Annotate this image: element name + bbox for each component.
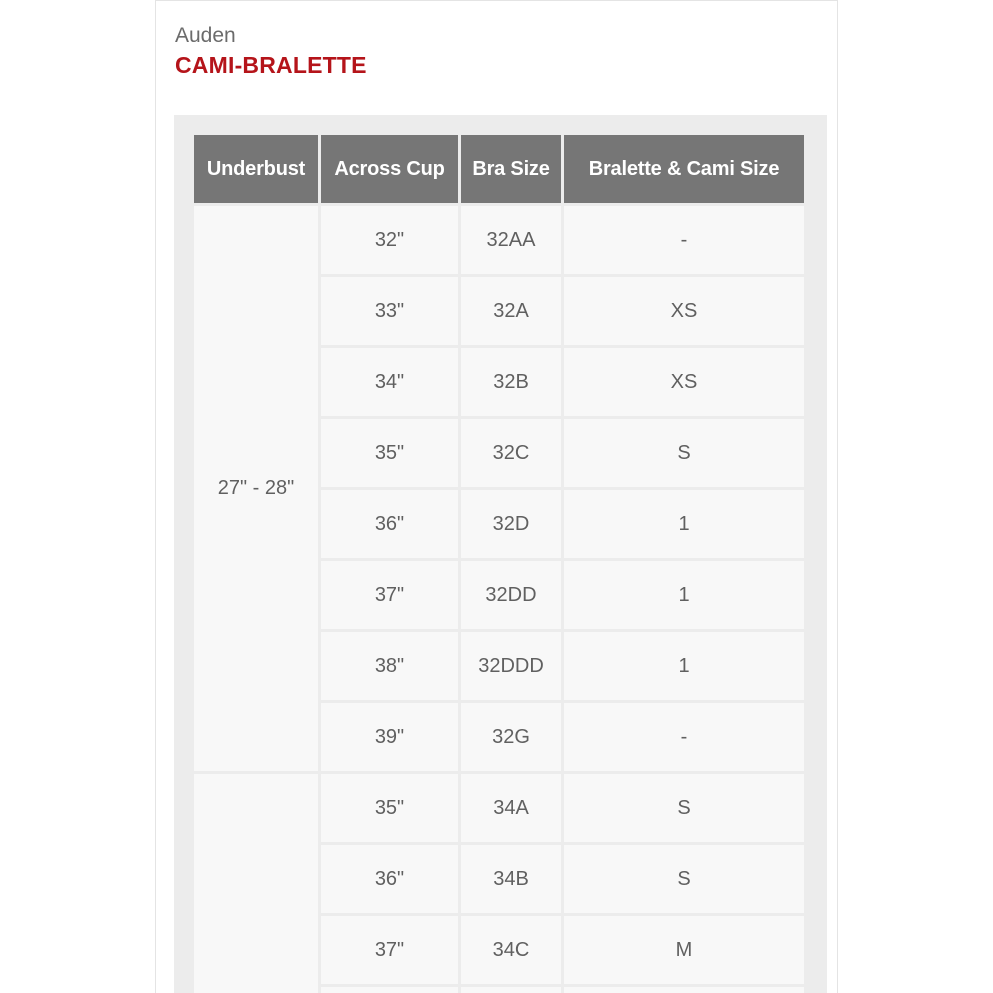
product-title: CAMI-BRALETTE: [175, 52, 367, 78]
cell-across-cup: 36": [321, 845, 458, 913]
column-header-across-cup: Across Cup: [321, 135, 458, 203]
cell-bralette-cami-size: S: [564, 774, 804, 842]
brand-name: Auden: [175, 24, 236, 47]
cell-bralette-cami-size: M: [564, 916, 804, 984]
cell-bra-size: 32C: [461, 419, 561, 487]
cell-bralette-cami-size: XS: [564, 277, 804, 345]
cell-across-cup: 33": [321, 277, 458, 345]
column-header-underbust: Underbust: [194, 135, 318, 203]
cell-bralette-cami-size: S: [564, 419, 804, 487]
product-page: [155, 0, 838, 993]
cell-across-cup: 35": [321, 419, 458, 487]
cell-across-cup: 37": [321, 916, 458, 984]
cell-bralette-cami-size: 1: [564, 490, 804, 558]
cell-bra-size: 32D: [461, 490, 561, 558]
cell-bra-size: 34B: [461, 845, 561, 913]
cell-bralette-cami-size: S: [564, 845, 804, 913]
cell-bralette-cami-size: 1: [564, 561, 804, 629]
cell-across-cup: 39": [321, 703, 458, 771]
cell-bralette-cami-size: [564, 987, 804, 993]
cell-bra-size: 32B: [461, 348, 561, 416]
cell-bra-size: 32AA: [461, 206, 561, 274]
cell-bralette-cami-size: XS: [564, 348, 804, 416]
cell-bra-size: 32A: [461, 277, 561, 345]
cell-across-cup: 32": [321, 206, 458, 274]
table-row: [194, 774, 804, 842]
cell-bra-size: 32DD: [461, 561, 561, 629]
cell-across-cup: 36": [321, 490, 458, 558]
cell-bralette-cami-size: -: [564, 703, 804, 771]
cell-bra-size: 32DDD: [461, 632, 561, 700]
cell-bralette-cami-size: 1: [564, 632, 804, 700]
cell-underbust: [194, 774, 318, 993]
size-chart-container: [174, 115, 827, 993]
cell-bra-size: 32G: [461, 703, 561, 771]
size-chart-body: [194, 206, 804, 993]
table-header-row: [194, 135, 804, 203]
column-header-bralette-cami-size: Bralette & Cami Size: [564, 135, 804, 203]
cell-bralette-cami-size: -: [564, 206, 804, 274]
cell-bra-size: 34C: [461, 916, 561, 984]
size-chart-table: [191, 132, 807, 993]
cell-across-cup: [321, 987, 458, 993]
cell-across-cup: 34": [321, 348, 458, 416]
cell-bra-size: 34A: [461, 774, 561, 842]
table-row: [194, 206, 804, 274]
cell-bra-size: [461, 987, 561, 993]
cell-across-cup: 35": [321, 774, 458, 842]
cell-across-cup: 37": [321, 561, 458, 629]
column-header-bra-size: Bra Size: [461, 135, 561, 203]
cell-underbust: 27" - 28": [194, 206, 318, 771]
cell-across-cup: 38": [321, 632, 458, 700]
